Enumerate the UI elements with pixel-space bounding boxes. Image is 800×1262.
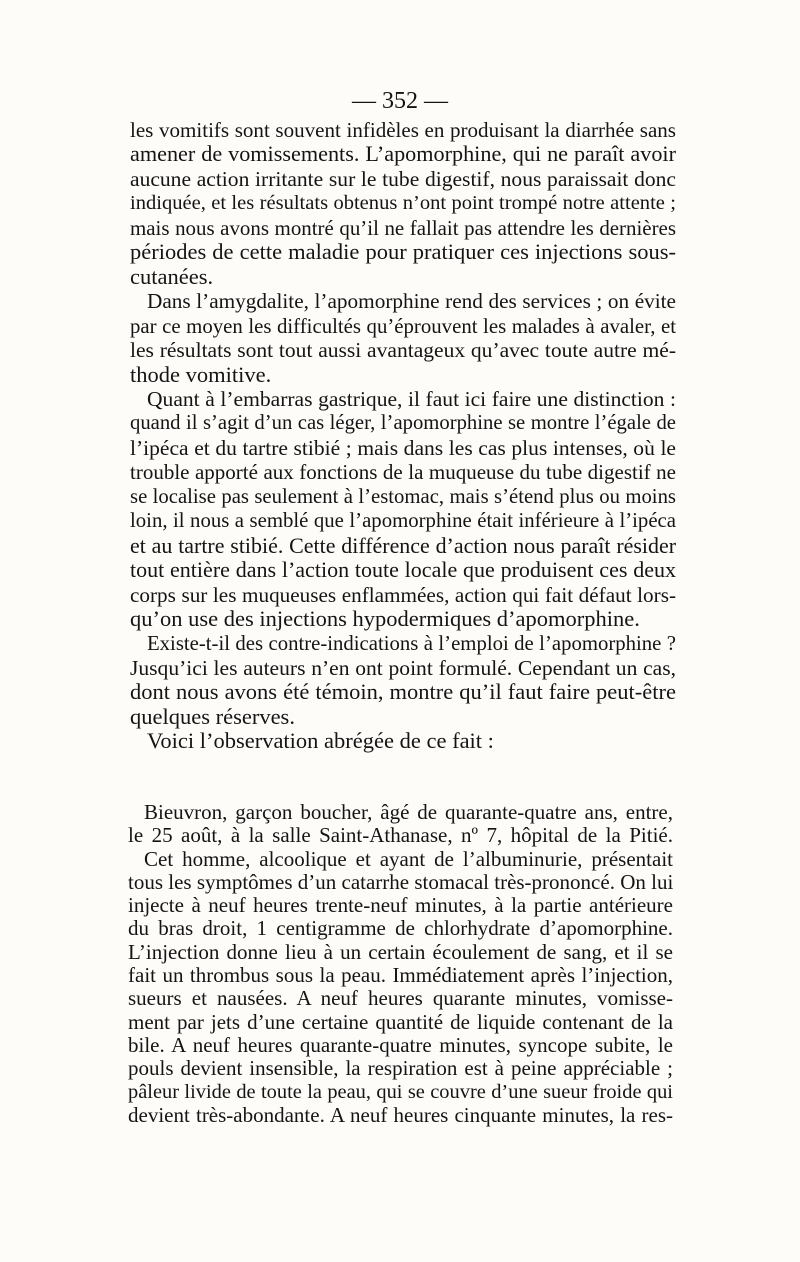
observation-line: le 25 août, à la salle Saint-Athanase, nº 7, hôpital de la Pitié. [128,823,673,848]
text-line: qu’on use des injections hypodermiques d’apomorphine. [130,606,640,632]
text-line: Quant à l’embarras gastrique, il faut ici faire une distinction : [147,386,676,411]
text-line: tout entière dans l’action toute locale que produisent ces deux [130,557,676,583]
main-text [130,118,676,754]
text-line: les vomitifs sont souvent infidèles en produisant la diarrhée sans [130,118,676,142]
text-line: cutanées. [130,263,214,289]
observation-line: sueurs et nausées. A neuf heures quarante minutes, vomisse- [128,986,673,1011]
observation-line: pâleur livide de toute la peau, qui se couvre d’une sueur froide qui [128,1080,673,1103]
observation-line: Bieuvron, garçon boucher, âgé de quarante-quatre ans, entre, [144,800,673,824]
observation-text [128,801,673,1127]
text-line: les résultats sont tout aussi avantageux qu’avec toute autre mé- [130,338,676,363]
text-line: amener de vomissements. L’apomorphine, qui ne paraît avoir [130,141,676,167]
text-line: se localise pas seulement à l’estomac, mais s’étend plus ou moins [130,485,676,508]
text-line: aucune action irritante sur le tube digestif, nous paraissait donc [130,166,676,191]
observation-line: pouls devient insensible, la respiration est à peine appréciable ; [128,1056,673,1081]
text-line: l’ipéca et du tartre stibié ; mais dans les cas plus intenses, où le [130,435,676,460]
text-line: Voici l’observation abrégée de ce fait : [147,728,494,754]
text-line: trouble apporté aux fonctions de la muqueuse du tube digestif ne [130,460,676,485]
observation-line: Cet homme, alcoolique et ayant de l’albuminurie, présentait [144,846,673,871]
text-line: dont nous avons été témoin, montre qu’il faut faire peut-être [130,679,676,705]
observation-line: devient très-abondante. A neuf heures cinquante minutes, la res- [128,1102,673,1127]
text-line: thode vomitive. [130,361,272,387]
observation-line: bile. A neuf heures quarante-quatre minutes, syncope subite, le [128,1032,673,1057]
text-line: loin, il nous a semblé que l’apomorphine était inférieure à l’ipéca [130,509,676,533]
text-line: par ce moyen les difficultés qu’éprouvent les malades à avaler, et [130,313,676,338]
observation-line: injecte à neuf heures trente-neuf minutes, à la partie antérieure [128,893,673,918]
page-number: — 352 — [352,88,448,114]
text-line: indiquée, et les résultats obtenus n’ont point trompé notre attente ; [130,192,676,215]
observation-line: ment par jets d’une certaine quantité de liquide contenant de la [128,1009,673,1034]
text-line: périodes de cette maladie pour pratiquer ces injections sous- [130,239,676,265]
text-line: et au tartre stibié. Cette différence d’action nous paraît résider [130,532,676,558]
text-line: mais nous avons montré qu’il ne fallait pas attendre les dernières [130,215,676,240]
text-line: quelques réserves. [130,703,295,729]
text-line: quand il s’agit d’un cas léger, l’apomorphine se montre l’égale de [130,412,676,435]
observation-line: fait un thrombus sous la peau. Immédiatement après l’injection, [128,963,673,988]
text-line: corps sur les muqueuses enflammées, action qui fait défaut lors- [130,582,676,607]
text-line: Dans l’amygdalite, l’apomorphine rend des services ; on évite [147,289,676,314]
observation-line: tous les symptômes d’un catarrhe stomacal très-prononcé. On lui [128,869,674,894]
text-line: Existe-t-il des contre-indications à l’emploi de l’apomorphine ? [147,632,676,655]
observation-line: L’injection donne lieu à un certain écoulement de sang, et il se [128,939,673,964]
observation-line: du bras droit, 1 centigramme de chlorhydrate d’apomorphine. [128,916,673,941]
text-line: Jusqu’ici les auteurs n’en ont point formulé. Cependant un cas, [130,655,676,680]
